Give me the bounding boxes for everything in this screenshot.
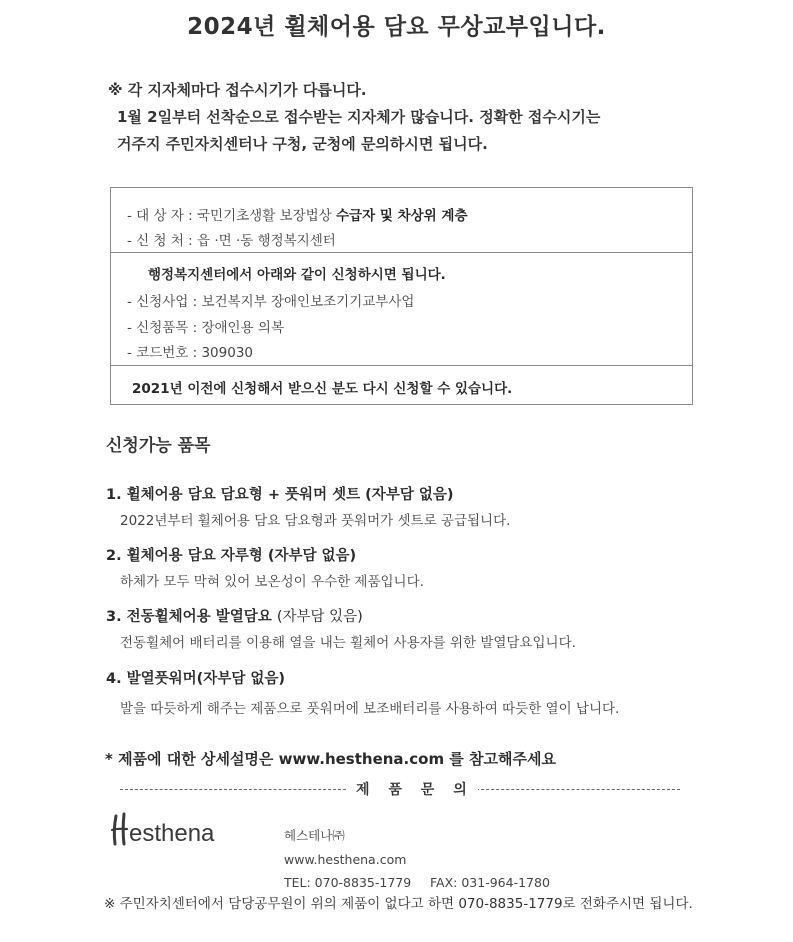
office-value: 읍 ·면 ·동 행정복지센터 [197,233,336,249]
info-box-divider [111,365,692,366]
company-website: www.hesthena.com [284,852,407,867]
program-value: 보건복지부 장애인보조기기교부사업 [201,294,415,310]
item-label: - 신청품목 : [127,320,198,336]
item-title-1 [106,483,454,504]
logo-wordmark: esthena [129,820,215,847]
dashed-divider-right [456,789,680,790]
item-title-2 [106,544,356,565]
reapply-note: 2021년 이전에 신청해서 받으신 분도 다시 신청할 수 있습니다. [132,381,513,397]
target-value: 국민기초생활 보장법상 [197,208,332,224]
target-label: - 대 상 자 : [127,208,193,224]
program-row [127,290,414,310]
company-fax: FAX: 031-964-1780 [430,875,550,890]
item-title-text: 2. 휠체어용 담요 자루형 (자부담 없음) [106,548,357,564]
office-label: - 신 청 처 : [127,233,193,249]
item-title-text: 1. 휠체어용 담요 담요형 + 풋워머 셋트 (자부담 없음) [106,487,454,503]
item-desc-3: 전동휠체어 배터리를 이용해 열을 내는 휠체어 사용자를 위한 발열담요입니다. [120,635,576,651]
inquiry-label: 제 품 문 의 [352,779,478,799]
code-row [127,341,253,361]
item-desc-1: 2022년부터 휠체어용 담요 담요형과 풋워머가 셋트로 공급됩니다. [120,513,511,529]
company-tel: TEL: 070-8835-1779 [284,875,412,890]
info-box [110,187,693,405]
apply-heading: 행정복지센터에서 아래와 같이 신청하시면 됩니다. [148,267,446,283]
notice-line-3: 거주지 주민자치센터나 구청, 군청에 문의하시면 됩니다. [117,135,488,153]
dashed-divider-left [120,789,346,790]
item-title-paren: (자부담 있음) [276,609,363,625]
target-row [127,204,467,224]
item-desc-4: 발을 따듯하게 해주는 제품으로 풋워머에 보조배터리를 사용하여 따듯한 열이 납니다. [120,701,620,717]
item-title-3 [106,605,363,626]
item-value: 장애인용 의복 [201,320,285,336]
item-title-text: 4. 발열풋워머(자부담 없음) [106,671,286,687]
code-label: - 코드번호 : [127,345,198,361]
section-title: 신청가능 품목 [106,436,211,456]
hesthena-logo [110,808,245,848]
office-row [127,229,336,249]
footer-note: ※ 주민자치센터에서 담당공무원이 위의 제품이 없다고 하면 070-8835-1779로 전화주시면 됩니다. [104,896,693,912]
item-desc-2: 하체가 모두 막혀 있어 보온성이 우수한 제품입니다. [120,574,424,590]
company-name: 헤스테나㈜ [284,828,345,843]
page-title: 2024년 휠체어용 담요 무상교부입니다. [187,14,606,40]
target-value-bold: 수급자 및 차상위 계층 [336,208,468,224]
website-note: * 제품에 대한 상세설명은 www.hesthena.com 를 참고해주세요 [105,750,556,768]
info-box-divider [111,252,692,253]
item-title-4 [106,667,285,688]
item-title-text: 3. 전동휠체어용 발열담요 [106,609,272,625]
notice-line-2: 1월 2일부터 선착순으로 접수받는 지자체가 많습니다. 정확한 접수시기는 [117,108,601,126]
notice-line-1: ※ 각 지자체마다 접수시기가 다릅니다. [108,81,367,99]
item-row [127,316,284,336]
code-value: 309030 [201,345,254,361]
program-label: - 신청사업 : [127,294,198,310]
